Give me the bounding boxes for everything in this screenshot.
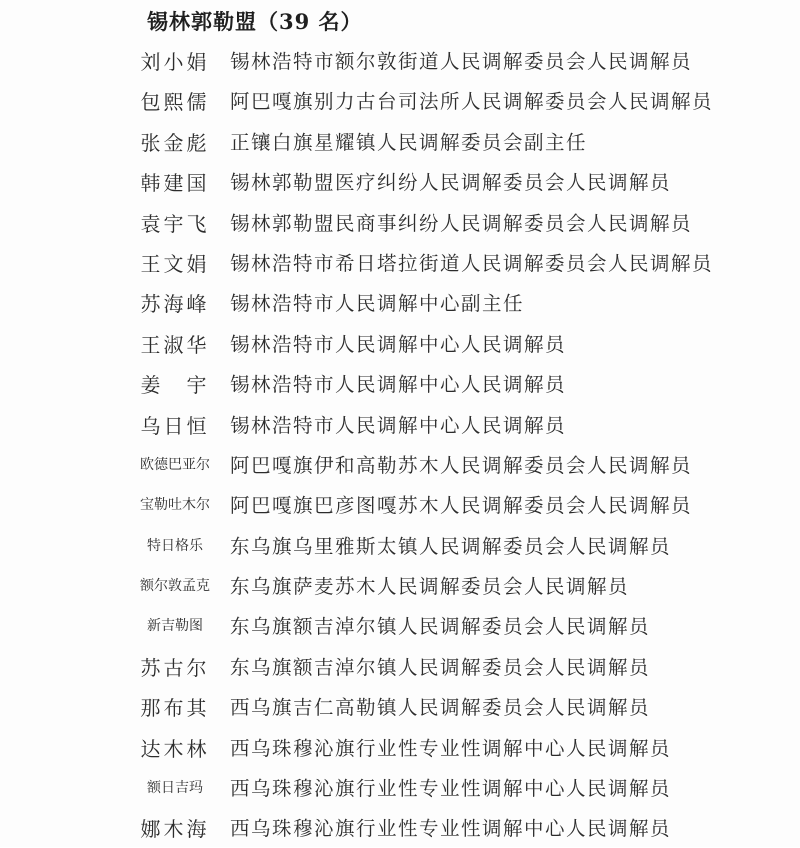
list-item	[0, 80, 800, 120]
person-title: 东乌旗萨麦苏木人民调解委员会人民调解员	[230, 575, 630, 599]
person-title: 西乌旗吉仁高勒镇人民调解委员会人民调解员	[230, 696, 651, 720]
list-item	[0, 404, 800, 444]
list-item	[0, 767, 800, 807]
person-title: 阿巴嘎旗伊和高勒苏木人民调解委员会人民调解员	[230, 453, 693, 477]
list-item	[0, 565, 800, 605]
person-title: 阿巴嘎旗别力古台司法所人民调解委员会人民调解员	[230, 90, 714, 114]
person-name: 新吉勒图	[147, 618, 203, 635]
person-name: 额尔敦孟克	[140, 578, 210, 595]
list-item	[0, 161, 800, 201]
person-name: 乌日恒	[140, 413, 210, 438]
person-name: 娜木海	[140, 817, 210, 842]
person-title: 锡林浩特市额尔敦街道人民调解委员会人民调解员	[230, 50, 693, 73]
person-title: 西乌珠穆沁旗行业性专业性调解中心人民调解员	[230, 817, 672, 841]
person-title: 东乌旗额吉淖尔镇人民调解委员会人民调解员	[230, 655, 651, 679]
list-item	[0, 686, 800, 726]
list-item	[0, 727, 800, 767]
list-item	[0, 121, 800, 161]
list-item	[0, 807, 800, 847]
list-item	[0, 484, 800, 524]
person-name: 额日吉玛	[147, 780, 203, 797]
person-title: 西乌珠穆沁旗行业性专业性调解中心人民调解员	[230, 736, 672, 760]
person-title: 西乌珠穆沁旗行业性专业性调解中心人民调解员	[230, 777, 672, 801]
person-title: 锡林郭勒盟民商事纠纷人民调解委员会人民调解员	[230, 211, 693, 235]
person-title: 锡林浩特市人民调解中心人民调解员	[230, 373, 567, 397]
person-name: 苏海峰	[140, 292, 210, 317]
person-title: 锡林浩特市人民调解中心副主任	[230, 292, 525, 316]
list-item	[0, 242, 800, 282]
list-item	[0, 646, 800, 686]
person-name: 韩建国	[140, 171, 210, 196]
person-name: 姜 宇	[140, 373, 210, 398]
person-name: 苏古尔	[140, 655, 210, 680]
person-title: 锡林浩特市人民调解中心人民调解员	[230, 413, 567, 437]
person-name: 王文娟	[140, 251, 210, 276]
list-item	[0, 363, 800, 403]
section-heading: 锡林郭勒盟（39 名）	[147, 9, 363, 34]
person-name: 包熙儒	[140, 90, 210, 115]
person-name: 王淑华	[140, 332, 210, 357]
person-title: 锡林浩特市人民调解中心人民调解员	[230, 332, 567, 356]
mediator-list	[0, 40, 800, 848]
list-item	[0, 40, 800, 80]
person-name: 宝勒吐木尔	[140, 497, 210, 514]
person-title: 锡林郭勒盟医疗纠纷人民调解委员会人民调解员	[230, 171, 672, 195]
list-item	[0, 323, 800, 363]
list-item	[0, 444, 800, 484]
person-name: 刘小娟	[140, 50, 210, 74]
person-name: 达木林	[140, 736, 210, 761]
list-item	[0, 282, 800, 322]
person-name: 欧德巴亚尔	[140, 456, 210, 473]
list-item	[0, 202, 800, 242]
person-title: 阿巴嘎旗巴彦图嘎苏木人民调解委员会人民调解员	[230, 494, 693, 518]
person-name: 张金彪	[140, 130, 210, 155]
person-title: 正镶白旗星耀镇人民调解委员会副主任	[230, 130, 588, 154]
person-name: 特日格乐	[147, 537, 203, 554]
person-title: 锡林浩特市希日塔拉街道人民调解委员会人民调解员	[230, 251, 714, 275]
list-item	[0, 525, 800, 565]
person-name: 袁宇飞	[140, 211, 210, 236]
person-name: 那布其	[140, 696, 210, 721]
person-title: 东乌旗乌里雅斯太镇人民调解委员会人民调解员	[230, 534, 672, 558]
list-item	[0, 605, 800, 645]
person-title: 东乌旗额吉淖尔镇人民调解委员会人民调解员	[230, 615, 651, 639]
